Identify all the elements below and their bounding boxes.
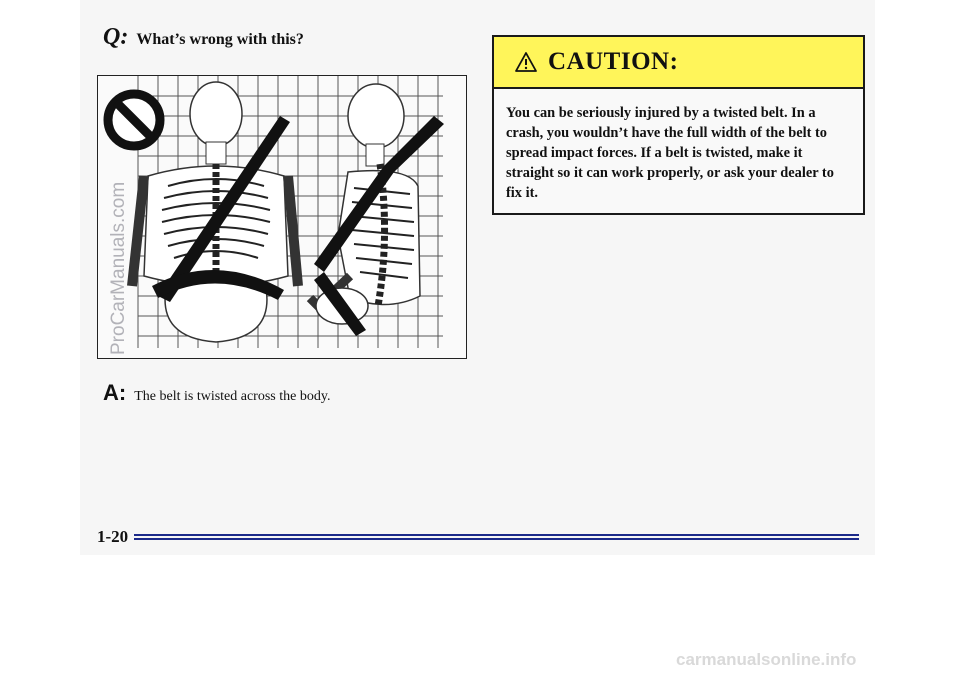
footer-rule [134,533,859,541]
watermark: ProCarManuals.com [108,181,129,355]
answer-marker: A: [103,380,127,405]
question-marker: Q: [103,24,129,50]
question [103,24,304,51]
caution-box [492,35,865,215]
caution-text: You can be seriously injured by a twisted belt. In a crash, you wouldn’t have the full width of the belt to spread impact forces. If a belt is twisted, make it straight so it can work properly, or ask your dealer to fix it. [506,105,834,201]
site-credit: carmanualsonline.info [676,650,857,669]
question-text: What’s wrong with this? [136,31,304,48]
warning-triangle-icon [514,51,538,73]
caution-header [494,37,863,89]
page-number: 1-20 [97,527,129,546]
caution-title: CAUTION: [548,48,679,75]
illustration-svg [98,76,466,358]
answer-text: The belt is twisted across the body. [134,389,331,404]
twisted-belt-illustration [97,75,467,359]
page-footer [97,526,859,548]
answer [103,380,330,406]
